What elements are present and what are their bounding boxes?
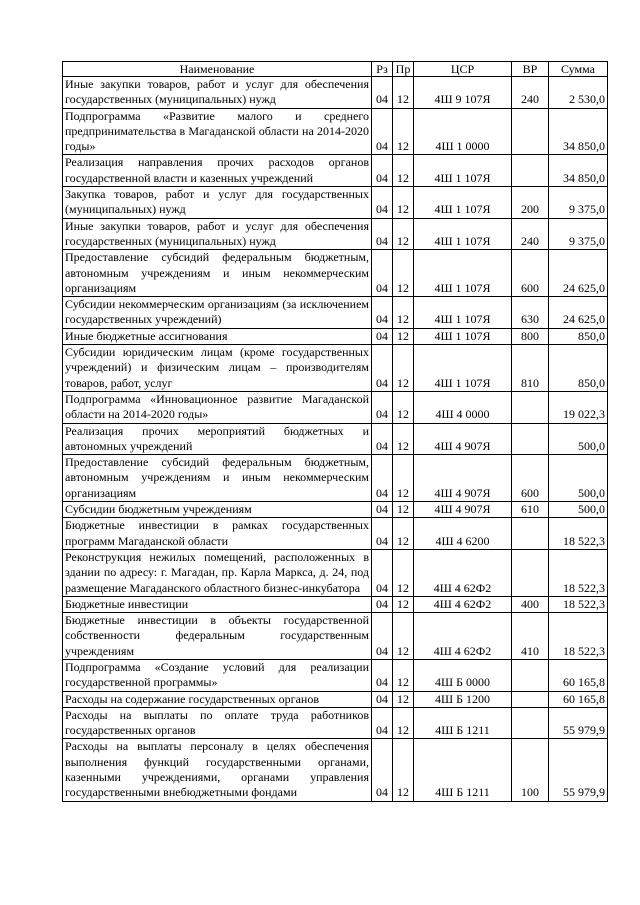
row-pr: 12 <box>393 187 414 219</box>
row-rz: 04 <box>372 77 393 109</box>
row-sum: 9 375,0 <box>549 218 608 250</box>
row-name: Реализация направления прочих расходов органов государственной власти и казенных учреждений <box>63 155 372 187</box>
table-row <box>63 345 608 392</box>
table-row <box>63 613 608 660</box>
row-vr <box>512 549 549 596</box>
row-sum: 55 979,9 <box>549 739 608 801</box>
row-csr: 4Ш 1 107Я <box>414 345 512 392</box>
row-vr <box>512 518 549 550</box>
row-sum: 850,0 <box>549 328 608 344</box>
row-csr: 4Ш 1 107Я <box>414 155 512 187</box>
row-vr <box>512 707 549 739</box>
row-csr: 4Ш 4 907Я <box>414 455 512 502</box>
row-vr: 100 <box>512 739 549 801</box>
row-pr: 12 <box>393 155 414 187</box>
row-csr: 4Ш Б 1211 <box>414 739 512 801</box>
row-vr: 410 <box>512 613 549 660</box>
row-rz: 04 <box>372 502 393 518</box>
table-row <box>63 77 608 109</box>
table-row <box>63 502 608 518</box>
table-row <box>63 391 608 423</box>
row-pr: 12 <box>393 707 414 739</box>
row-sum: 18 522,3 <box>549 549 608 596</box>
row-csr: 4Ш 9 107Я <box>414 77 512 109</box>
row-name: Предоставление субсидий федеральным бюджетным, автономным учреждениям и иным некоммерческим организациям <box>63 455 372 502</box>
row-pr: 12 <box>393 250 414 297</box>
row-rz: 04 <box>372 328 393 344</box>
row-sum: 55 979,9 <box>549 707 608 739</box>
table-row <box>63 549 608 596</box>
row-pr: 12 <box>393 77 414 109</box>
budget-table <box>62 61 608 802</box>
row-rz: 04 <box>372 707 393 739</box>
table-row <box>63 187 608 219</box>
row-name: Расходы на выплаты по оплате труда работников государственных органов <box>63 707 372 739</box>
row-rz: 04 <box>372 108 393 155</box>
row-pr: 12 <box>393 345 414 392</box>
row-rz: 04 <box>372 613 393 660</box>
row-pr: 12 <box>393 549 414 596</box>
row-vr <box>512 659 549 691</box>
row-pr: 12 <box>393 391 414 423</box>
header-csr: ЦСР <box>414 62 512 77</box>
row-vr: 200 <box>512 187 549 219</box>
row-vr: 810 <box>512 345 549 392</box>
row-vr: 240 <box>512 77 549 109</box>
row-rz: 04 <box>372 518 393 550</box>
row-csr: 4Ш Б 1211 <box>414 707 512 739</box>
row-rz: 04 <box>372 455 393 502</box>
table-row <box>63 691 608 707</box>
row-vr: 610 <box>512 502 549 518</box>
row-csr: 4Ш 4 0000 <box>414 391 512 423</box>
row-name: Бюджетные инвестиции в объекты государственной собственности федеральным государственным учреждениям <box>63 613 372 660</box>
row-name: Подпрограмма «Инновационное развитие Магаданской области на 2014-2020 годы» <box>63 391 372 423</box>
row-name: Иные закупки товаров, работ и услуг для обеспечения государственных (муниципальных) нужд <box>63 77 372 109</box>
row-name: Иные бюджетные ассигнования <box>63 328 372 344</box>
row-rz: 04 <box>372 345 393 392</box>
header-rz: Рз <box>372 62 393 77</box>
row-sum: 60 165,8 <box>549 691 608 707</box>
row-rz: 04 <box>372 739 393 801</box>
row-rz: 04 <box>372 391 393 423</box>
row-sum: 9 375,0 <box>549 187 608 219</box>
row-pr: 12 <box>393 659 414 691</box>
row-csr: 4Ш 1 107Я <box>414 218 512 250</box>
row-rz: 04 <box>372 187 393 219</box>
row-sum: 34 850,0 <box>549 155 608 187</box>
row-vr <box>512 155 549 187</box>
table-row <box>63 518 608 550</box>
row-csr: 4Ш 1 0000 <box>414 108 512 155</box>
row-rz: 04 <box>372 218 393 250</box>
table-row <box>63 250 608 297</box>
row-vr: 600 <box>512 250 549 297</box>
table-row <box>63 455 608 502</box>
row-name: Реконструкция нежилых помещений, расположенных в здании по адресу: г. Магадан, пр. Карла Маркса, д. 24, под размещение Магаданского областного бизнес-инкубатора <box>63 549 372 596</box>
row-pr: 12 <box>393 596 414 612</box>
row-rz: 04 <box>372 549 393 596</box>
table-row <box>63 218 608 250</box>
row-pr: 12 <box>393 518 414 550</box>
row-pr: 12 <box>393 739 414 801</box>
row-name: Расходы на содержание государственных органов <box>63 691 372 707</box>
row-rz: 04 <box>372 423 393 455</box>
header-sum: Сумма <box>549 62 608 77</box>
row-name: Подпрограмма «Создание условий для реализации государственной программы» <box>63 659 372 691</box>
header-pr: Пр <box>393 62 414 77</box>
row-name: Реализация прочих мероприятий бюджетных и автономных учреждений <box>63 423 372 455</box>
table-row <box>63 596 608 612</box>
row-csr: 4Ш 1 107Я <box>414 250 512 297</box>
row-sum: 18 522,3 <box>549 613 608 660</box>
row-csr: 4Ш 1 107Я <box>414 297 512 329</box>
row-csr: 4Ш 4 907Я <box>414 423 512 455</box>
row-rz: 04 <box>372 155 393 187</box>
row-vr: 630 <box>512 297 549 329</box>
row-vr <box>512 423 549 455</box>
row-sum: 500,0 <box>549 455 608 502</box>
row-sum: 19 022,3 <box>549 391 608 423</box>
row-sum: 24 625,0 <box>549 250 608 297</box>
row-vr: 240 <box>512 218 549 250</box>
row-name: Иные закупки товаров, работ и услуг для обеспечения государственных (муниципальных) нужд <box>63 218 372 250</box>
row-sum: 850,0 <box>549 345 608 392</box>
row-rz: 04 <box>372 297 393 329</box>
row-name: Расходы на выплаты персоналу в целях обеспечения выполнения функций государственными органами, казенными учреждениями, органами управления государственными внебюджетными фондами <box>63 739 372 801</box>
row-csr: 4Ш Б 1200 <box>414 691 512 707</box>
row-pr: 12 <box>393 502 414 518</box>
row-vr: 600 <box>512 455 549 502</box>
row-csr: 4Ш 4 62Ф2 <box>414 613 512 660</box>
row-pr: 12 <box>393 423 414 455</box>
row-sum: 34 850,0 <box>549 108 608 155</box>
table-row <box>63 659 608 691</box>
row-rz: 04 <box>372 691 393 707</box>
row-name: Бюджетные инвестиции <box>63 596 372 612</box>
table-row <box>63 707 608 739</box>
row-name: Субсидии некоммерческим организациям (за исключением государственных учреждений) <box>63 297 372 329</box>
table-row <box>63 155 608 187</box>
row-vr <box>512 691 549 707</box>
row-vr: 800 <box>512 328 549 344</box>
table-row <box>63 739 608 801</box>
header-row <box>63 62 608 77</box>
row-name: Субсидии бюджетным учреждениям <box>63 502 372 518</box>
table-row <box>63 297 608 329</box>
row-csr: 4Ш 1 107Я <box>414 187 512 219</box>
row-sum: 2 530,0 <box>549 77 608 109</box>
row-name: Предоставление субсидий федеральным бюджетным, автономным учреждениям и иным некоммерческим организациям <box>63 250 372 297</box>
row-sum: 500,0 <box>549 502 608 518</box>
row-name: Закупка товаров, работ и услуг для государственных (муниципальных) нужд <box>63 187 372 219</box>
table-row <box>63 108 608 155</box>
row-sum: 18 522,3 <box>549 596 608 612</box>
row-pr: 12 <box>393 108 414 155</box>
row-sum: 60 165,8 <box>549 659 608 691</box>
row-name: Подпрограмма «Развитие малого и среднего предпринимательства в Магаданской области на 2014-2020 годы» <box>63 108 372 155</box>
row-pr: 12 <box>393 691 414 707</box>
row-pr: 12 <box>393 455 414 502</box>
row-csr: 4Ш 4 62Ф2 <box>414 596 512 612</box>
row-vr <box>512 391 549 423</box>
row-vr <box>512 108 549 155</box>
row-rz: 04 <box>372 596 393 612</box>
header-name: Наименование <box>63 62 372 77</box>
header-vr: ВР <box>512 62 549 77</box>
row-pr: 12 <box>393 613 414 660</box>
table-row <box>63 423 608 455</box>
row-rz: 04 <box>372 250 393 297</box>
table-body <box>63 77 608 802</box>
row-csr: 4Ш 4 6200 <box>414 518 512 550</box>
row-csr: 4Ш 4 907Я <box>414 502 512 518</box>
table-row <box>63 328 608 344</box>
row-name: Субсидии юридическим лицам (кроме государственных учреждений) и физическим лицам – производителям товаров, работ, услуг <box>63 345 372 392</box>
row-csr: 4Ш 4 62Ф2 <box>414 549 512 596</box>
row-pr: 12 <box>393 218 414 250</box>
row-csr: 4Ш 1 107Я <box>414 328 512 344</box>
row-csr: 4Ш Б 0000 <box>414 659 512 691</box>
row-vr: 400 <box>512 596 549 612</box>
row-name: Бюджетные инвестиции в рамках государственных программ Магаданской области <box>63 518 372 550</box>
row-rz: 04 <box>372 659 393 691</box>
row-pr: 12 <box>393 297 414 329</box>
row-sum: 500,0 <box>549 423 608 455</box>
row-sum: 24 625,0 <box>549 297 608 329</box>
row-sum: 18 522,3 <box>549 518 608 550</box>
row-pr: 12 <box>393 328 414 344</box>
